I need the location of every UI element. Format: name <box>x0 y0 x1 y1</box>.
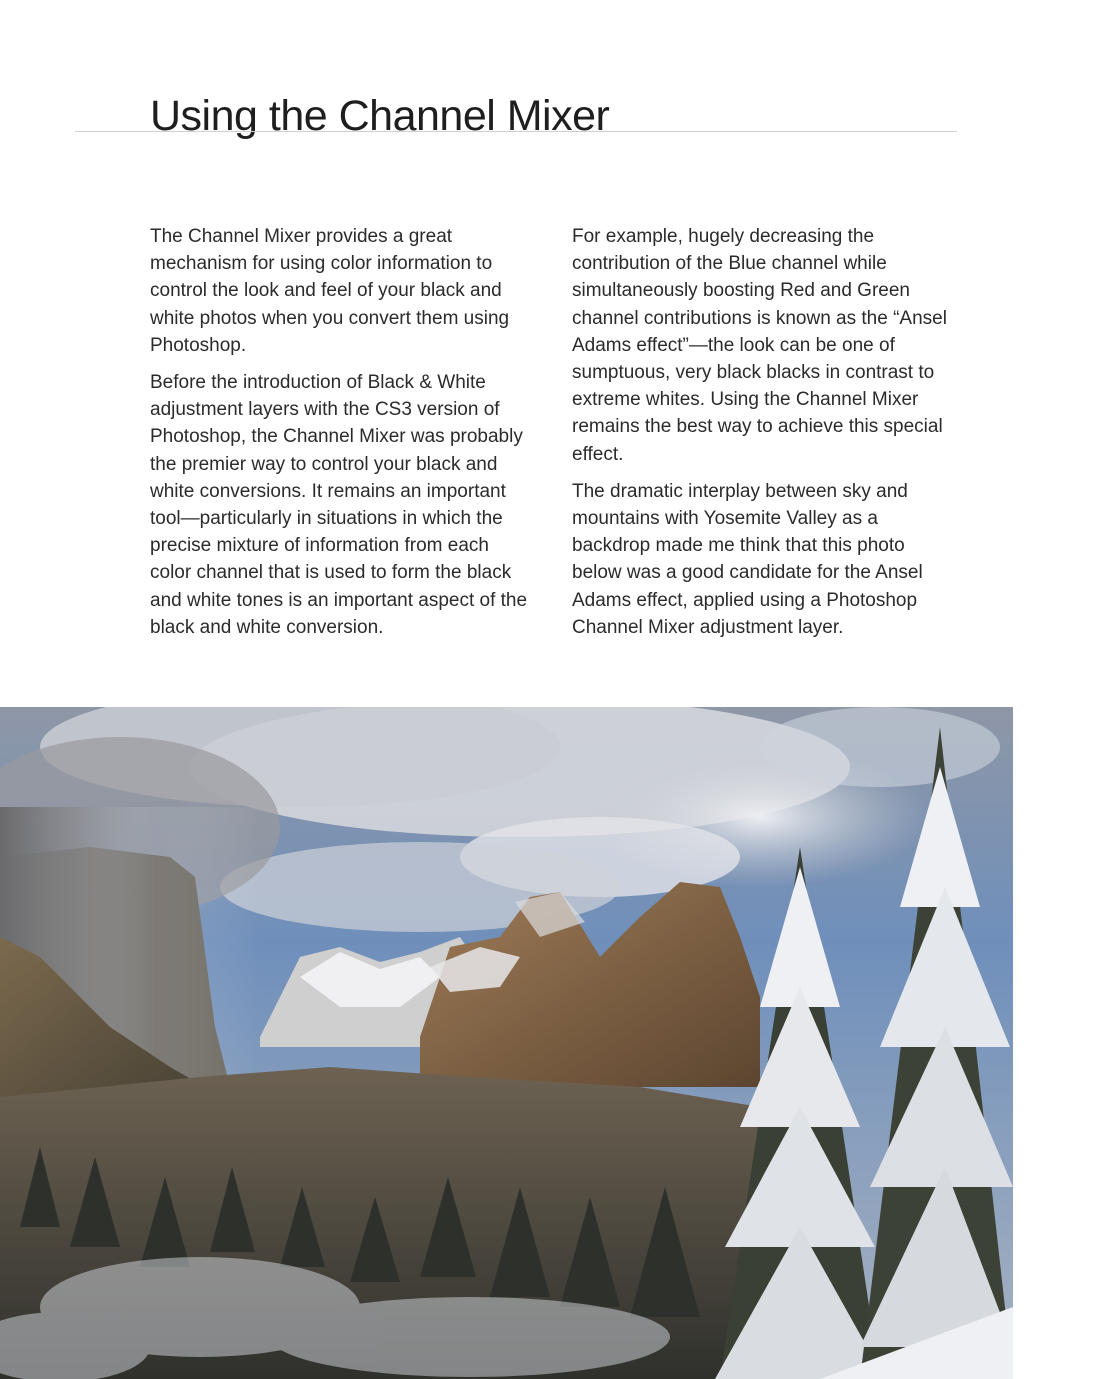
left-column <box>150 223 535 651</box>
page-title: Using the Channel Mixer <box>150 92 610 140</box>
paragraph-1: The Channel Mixer provides a great mechanism for using color information to control the look and feel of your black and white photos when you convert them using Photoshop. <box>150 226 510 356</box>
title-rule <box>75 131 957 132</box>
right-column <box>572 223 947 651</box>
paragraph-3: For example, hugely decreasing the contribution of the Blue channel while simultaneously boosting Red and Green channel contributions is known as the “Ansel Adams effect”—the look can be one of sumptuous, very black blacks in contrast to extreme whites. Using the Channel Mixer remains the best way to achieve this special effect. <box>572 226 947 465</box>
paragraph-4: The dramatic interplay between sky and mountains with Yosemite Valley as a backdrop made me think that this photo below was a good candidate for the Ansel Adams effect, applied using a Photoshop Channel Mixer adjustment layer. <box>572 480 923 638</box>
paragraph-2: Before the introduction of Black & White adjustment layers with the CS3 version of Photoshop, the Channel Mixer was probably the premier way to control your black and white conversions. It remains an important tool—particularly in situations in which the precise mixture of information from each color channel that is used to form the black and white tones is an important aspect of the black and white conversion. <box>150 372 528 638</box>
yosemite-valley-photo <box>0 707 1013 1379</box>
